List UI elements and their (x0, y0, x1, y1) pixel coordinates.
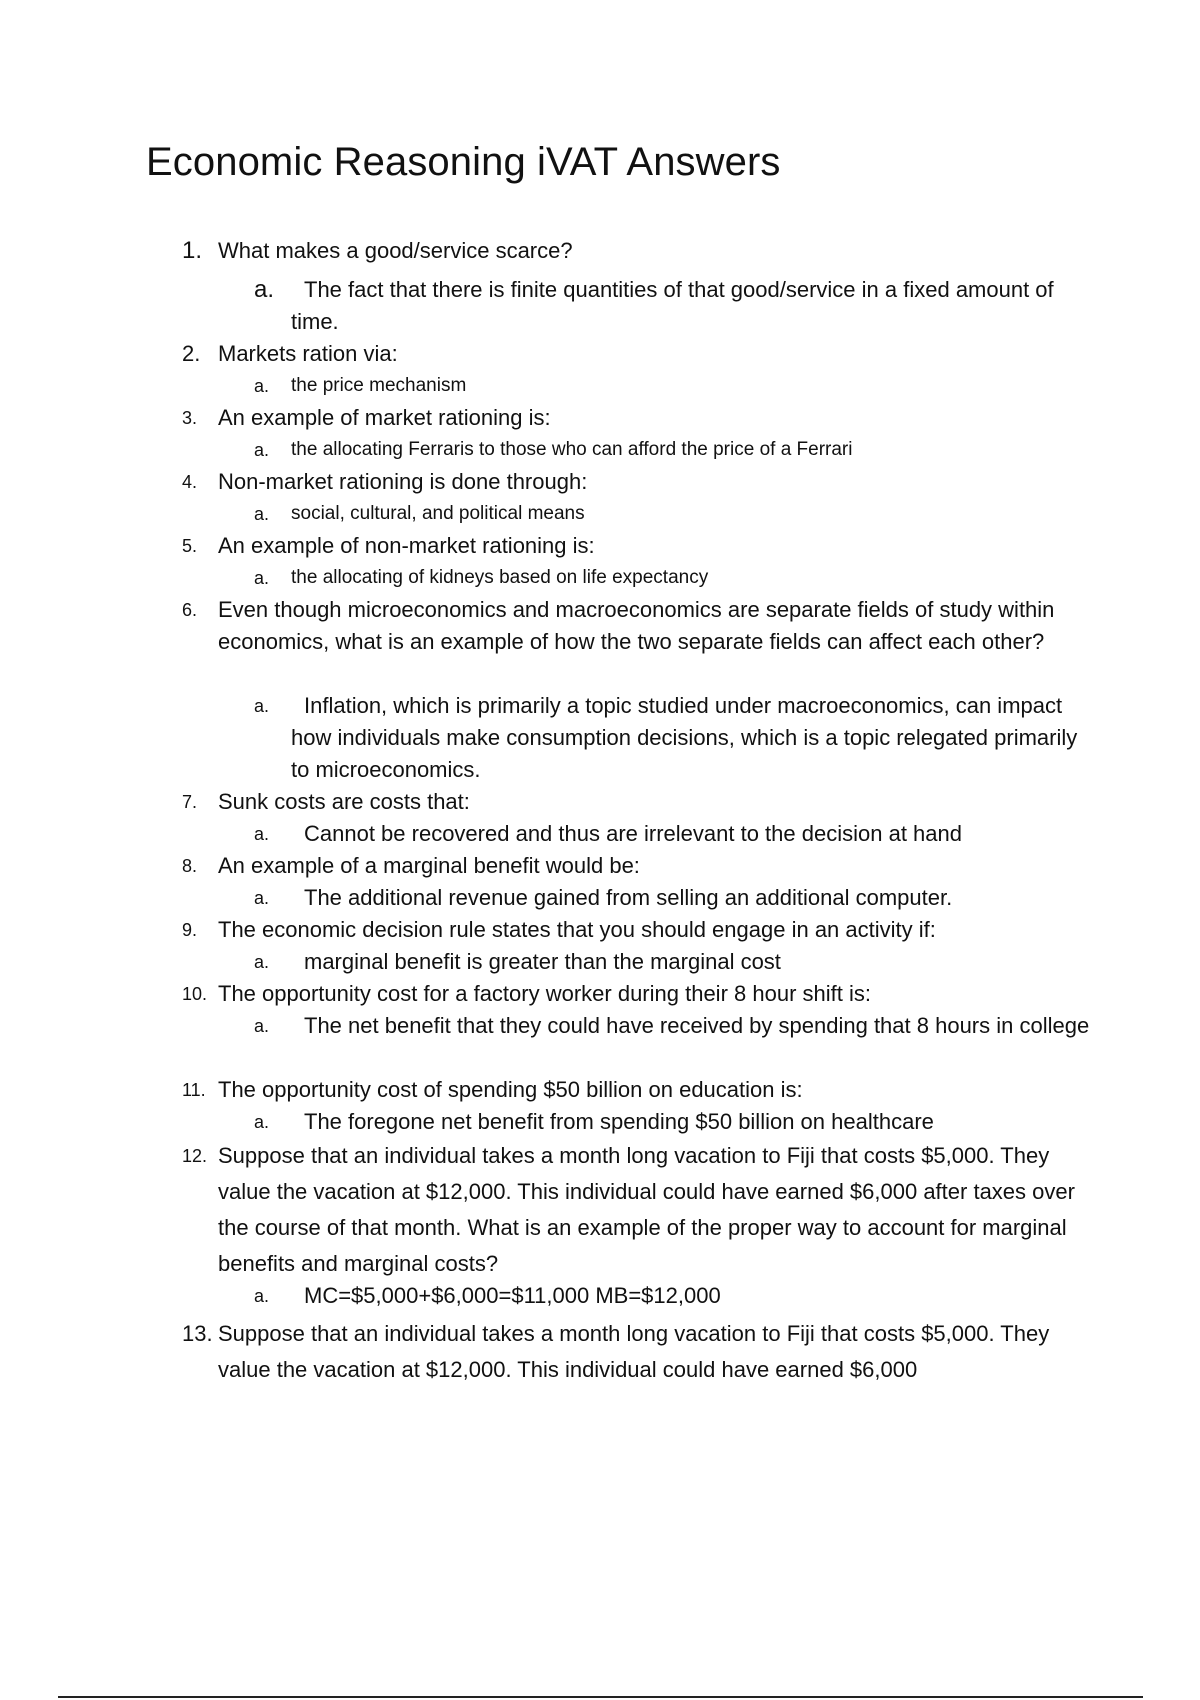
question-6 (182, 594, 1092, 658)
question-text: What makes a good/service scarce? (218, 238, 573, 263)
question-number: 4. (182, 472, 198, 492)
answer-label: a. (254, 1286, 270, 1306)
page-title: Economic Reasoning iVAT Answers (146, 140, 781, 184)
question-text: Suppose that an individual takes a month long vacation to Fiji that costs $5,000. They value the vacation at $12,000. This individual could have earned $6,000 after taxes over the course of that month. What is an example of the proper way to account for marginal benefits and marginal costs? (218, 1143, 1075, 1276)
answer-4 (254, 498, 1094, 530)
answer-text: the price mechanism (291, 375, 467, 396)
question-text: Even though microeconomics and macroeconomics are separate fields of study within economics, what is an example of how the two separate fields can affect each other? (218, 597, 1055, 654)
question-number: 12. (182, 1146, 208, 1166)
answer-7 (254, 818, 1094, 850)
question-7 (182, 786, 1092, 818)
question-text: The economic decision rule states that you should engage in an activity if: (218, 917, 936, 942)
question-number: 1. (182, 237, 203, 264)
answer-label: a. (254, 440, 270, 460)
answer-text: the allocating of kidneys based on life expectancy (291, 567, 709, 588)
answer-label: a. (254, 376, 270, 396)
question-number: 11. (182, 1080, 206, 1100)
answer-label: a. (254, 276, 275, 303)
question-text: Non-market rationing is done through: (218, 469, 588, 494)
question-number: 10. (182, 984, 208, 1004)
answer-6 (254, 690, 1094, 786)
question-10 (182, 978, 1092, 1010)
answer-label: a. (254, 1112, 270, 1132)
question-text: The opportunity cost for a factory worker during their 8 hour shift is: (218, 981, 871, 1006)
answer-10 (254, 1010, 1094, 1042)
question-11 (182, 1074, 1092, 1106)
answer-2 (254, 370, 1094, 402)
question-number: 7. (182, 792, 198, 812)
question-2 (182, 338, 1092, 370)
question-number: 13. (182, 1321, 213, 1346)
question-number: 3. (182, 408, 198, 428)
answer-text: Cannot be recovered and thus are irrelevant to the decision at hand (304, 821, 962, 846)
answer-text: marginal benefit is greater than the marginal cost (304, 949, 781, 974)
answer-label: a. (254, 696, 270, 716)
answer-label: a. (254, 824, 270, 844)
answer-label: a. (254, 504, 270, 524)
answer-label: a. (254, 1016, 270, 1036)
question-number: 5. (182, 536, 198, 556)
answer-label: a. (254, 952, 270, 972)
question-5 (182, 530, 1092, 562)
question-4 (182, 466, 1092, 498)
answer-text: the allocating Ferraris to those who can afford the price of a Ferrari (291, 439, 853, 460)
answer-text: MC=$5,000+$6,000=$11,000 MB=$12,000 (304, 1283, 721, 1308)
footer-divider (58, 1696, 1143, 1698)
question-number: 9. (182, 920, 198, 940)
answer-text: The net benefit that they could have received by spending that 8 hours in college (304, 1013, 1090, 1038)
question-3 (182, 402, 1092, 434)
answer-9 (254, 946, 1094, 978)
question-text: An example of non-market rationing is: (218, 533, 595, 558)
answer-5 (254, 562, 1094, 594)
question-number: 6. (182, 600, 198, 620)
question-1 (182, 235, 1092, 267)
answer-3 (254, 434, 1094, 466)
question-text: Suppose that an individual takes a month long vacation to Fiji that costs $5,000. They value the vacation at $12,000. This individual could have earned $6,000 (218, 1321, 1050, 1382)
question-text: An example of a marginal benefit would be: (218, 853, 640, 878)
answer-12 (254, 1280, 1094, 1312)
question-text: Sunk costs are costs that: (218, 789, 470, 814)
question-9 (182, 914, 1092, 946)
answer-text: social, cultural, and political means (291, 503, 585, 524)
question-8 (182, 850, 1092, 882)
answer-text: The fact that there is finite quantities of that good/service in a fixed amount of time. (291, 277, 1054, 334)
question-number: 8. (182, 856, 198, 876)
answer-1 (254, 274, 1094, 338)
answer-text: The foregone net benefit from spending $50 billion on healthcare (304, 1109, 934, 1134)
answer-label: a. (254, 888, 270, 908)
answer-text: Inflation, which is primarily a topic studied under macroeconomics, can impact how individuals make consumption decisions, which is a topic relegated primarily to microeconomics. (291, 693, 1078, 782)
question-13 (182, 1316, 1092, 1388)
answer-label: a. (254, 568, 270, 588)
question-text: Markets ration via: (218, 341, 398, 366)
answer-8 (254, 882, 1094, 914)
question-text: The opportunity cost of spending $50 billion on education is: (218, 1077, 803, 1102)
question-number: 2. (182, 341, 201, 366)
question-12 (182, 1138, 1092, 1282)
answer-text: The additional revenue gained from selling an additional computer. (304, 885, 953, 910)
answer-11 (254, 1106, 1094, 1138)
question-text: An example of market rationing is: (218, 405, 551, 430)
